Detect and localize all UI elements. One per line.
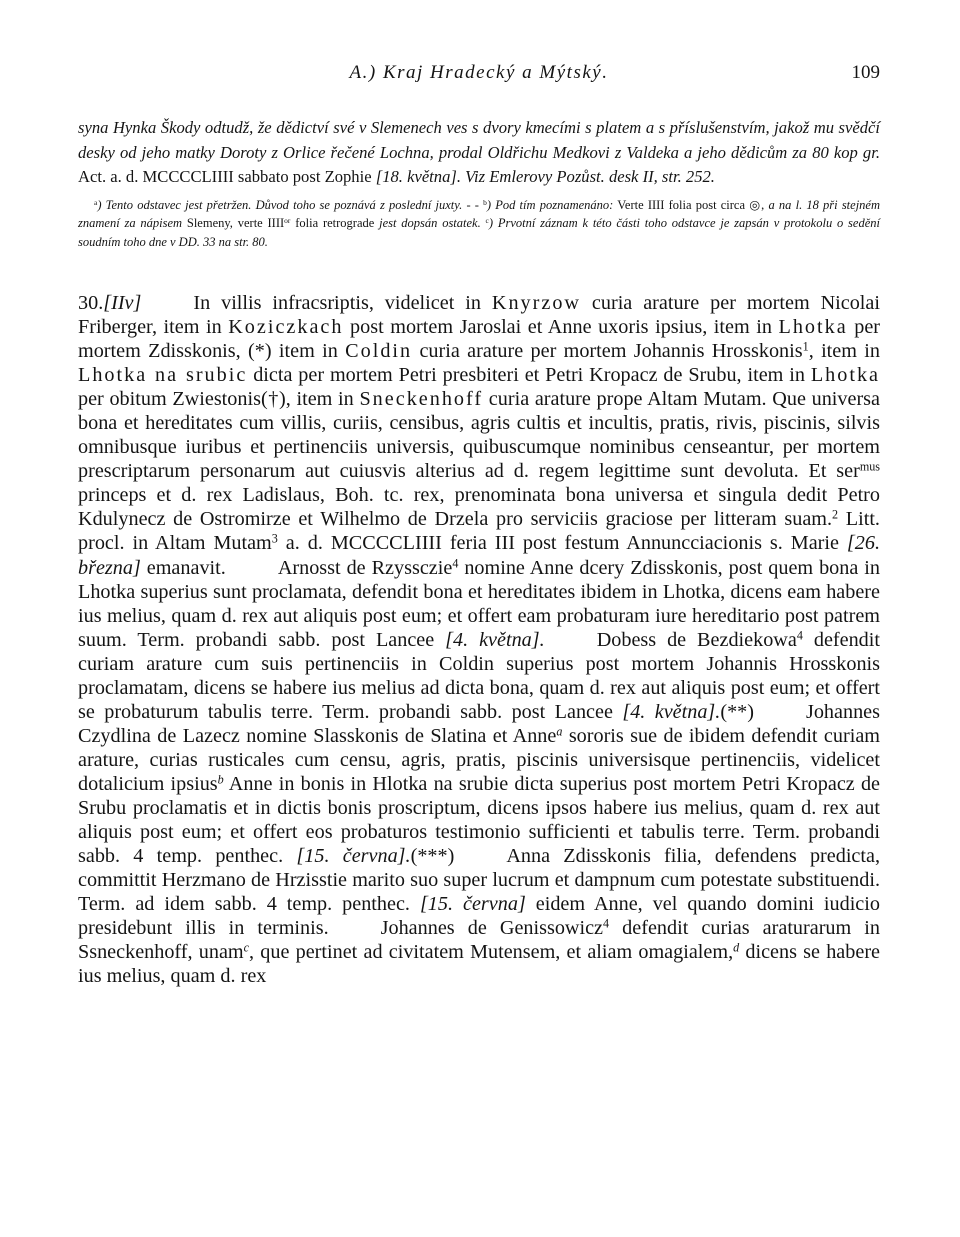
entry-text: In villis infracsriptis, videlicet in — [193, 292, 492, 314]
footnote-b-quote: Slemeny, verte IIII — [182, 216, 285, 230]
footnote-ref: a — [556, 724, 563, 739]
note-ref: 4 — [452, 555, 459, 570]
footnote-ref: d — [733, 940, 740, 955]
czech-summary: syna Hynka Škody odtudž, že dědictví své v Slemenech ves s dvory kmecími s platem a s příslušenstvím, jakož mu svědčí desky od jeho matky Doroty z Orlice řečené Lochna, prodal Oldřichu Medkovi z Valdeka a jeho dědicům za 80 kop gr. — [78, 118, 880, 162]
footnote-mark: a — [94, 197, 98, 207]
place-name: Lhotka — [810, 364, 880, 387]
note-ref: 4 — [796, 628, 803, 642]
note-ref: 2 — [832, 507, 839, 522]
entry-text: Arnosst de Rzyssczie — [277, 556, 453, 579]
entry-text: , item in — [808, 340, 880, 363]
entry-text: sororis sue de ibidem defendit curiam arature, curias rusticales cum censu, agris, pratis, piscinis universisque pertinenciis, videlicet dotalicium ipsius — [78, 724, 880, 795]
running-title: A.) Kraj Hradecký a Mýtský. — [349, 62, 609, 83]
folio-reference: [IIv] — [103, 292, 142, 314]
footnote-b-sup: or — [284, 215, 291, 225]
superscript: mus — [859, 459, 880, 474]
note-ref: 1 — [802, 339, 809, 354]
entry-text: defendit curias araturarum in Ssneckenhoff, unam — [78, 917, 881, 964]
entry-text: , que pertinet ad civitatem Mutensem, et aliam omagialem, — [249, 941, 734, 964]
footnote-b-end: jest dopsán ostatek. — [379, 216, 481, 230]
running-header — [78, 62, 880, 90]
note-ref: 3 — [271, 531, 278, 546]
previous-entry-continuation — [78, 116, 880, 190]
place-name: Knyrzow — [491, 292, 581, 314]
entry-text: nomine Anne dcery Zdisskonis, post quem bona in Lhotka superius sunt proclamata, defendit bona et hereditates ibidem in Lhotka, dicens eam habere ius melius, quam d. rex aut aliquis post eum; et offert eam probaturam iure hereditario post patrem suum. Term. probandi sabb. post Lancee — [78, 556, 880, 651]
entry-text: dicens se habere ius melius, quam d. rex — [78, 941, 880, 988]
footnote-c: ) Prvotní záznam k této části toho odstavce je zapsán v protokolu o sedění soudním toho dne v DD. 33 na str. 80. — [78, 216, 880, 249]
entry-text: Anna Zdisskonis filia, defendens predicta, committit Herzmano de Hrzisstie marito suo super lucrum et dampnum cum potestate substituendi. Term. ad idem sabb. 4 temp. penthec. — [78, 845, 881, 916]
place-name: Koziczkach — [228, 316, 344, 339]
reference-note: Viz Emlerovy Pozůst. desk II, str. 252. — [465, 167, 715, 186]
entry-text: Litt. procl. in Altam Mutam — [78, 508, 880, 555]
footnote-mark: b — [483, 197, 487, 207]
entry-text: defendit curiam arature cum suis pertinenciis in Coldin superius post mortem Johannis Hrosskonis proclamatam, dicens se habere ius melius ad dicta bona, quam d. rex aut aliquis post eum; et offert se probaturum tabulis terre. Term. probandi sabb. post Lancee — [78, 628, 880, 723]
place-name: Sneckenhoff — [359, 388, 484, 411]
footnote-mark: c — [485, 215, 489, 225]
entry-number: 30. — [78, 292, 104, 314]
entry-text: (***) — [410, 845, 455, 868]
entry-text: post mortem Jaroslai et Anne uxoris ipsius, item in — [343, 316, 779, 339]
entry-text: eidem Anne, vel quando domini iudicio presidebunt illis in terminis. — [78, 893, 880, 940]
date-gloss: [18. května]. — [375, 167, 461, 186]
footnote-ref: b — [217, 772, 224, 787]
entry-text: dicta per mortem Petri presbiteri et Petri Kropacz de Srubu, item in — [247, 364, 811, 387]
place-name: Coldin — [345, 340, 413, 363]
entry-text: per obitum Zwiestonis(†), item in — [78, 388, 360, 411]
footnote-b-text: a na l. 18 při stejném znamení za nápisem — [78, 197, 881, 230]
entry-text: curia arature prope Altam Mutam. Que universa bona et hereditates cum villis, curiis, censibus, agris cultis et incultis, pratis, rivis, piscinis, silvis omnibusque iuribus et pertinenciis universis, quibuscumque nominibus censeantur, per mortem prescriptarum personarum aut cuiusvis alterius ad d. regem legittime sunt devoluta. Et ser — [78, 388, 880, 483]
footnotes — [78, 196, 880, 252]
entry-text: (**) — [720, 700, 754, 723]
page-number: 109 — [851, 62, 880, 83]
footnote-b-quote: Verte IIII folia post circa ◎, — [613, 197, 769, 212]
act-date: Act. a. d. MCCCCLIIII sabbato post Zophie — [78, 167, 376, 186]
footnote-a: ) Tento odstavec jest přetržen. Důvod toho se poznává z poslední juxty. - — [97, 197, 471, 212]
entry-text: princeps et d. rex Ladislaus, Boh. tc. rex, prenominata bona universa et singula dedit Petro Kdulynecz de Ostromirze et Wilhelmo de Drzela pro serviciis graciose per litteram suam. — [78, 484, 880, 531]
entry-text: curia arature per mortem Johannis Hrosskonis — [412, 340, 803, 363]
footnote-b-intro: ) Pod tím poznamenáno: — [486, 197, 614, 212]
note-ref: 4 — [603, 916, 610, 931]
footnote-block: $^a$) Tento odstavec jest přetržen. Důvod toho se poznává z poslední juxty. - - $^b$) Pod tím poznamenáno: Verte IIII folia post circa ◎, a na l. 18 při stejném znamení za nápisem Slemeny, verte $IIII^{or}$ folia retrograde jest dopsán ostatek. $^c$) Prvotní záznam k této části toho odstavce je zapsán v protokolu o sedění soudním toho dne v DD. 33 na str. 80. — [78, 197, 881, 249]
entry-text: curia arature per mortem Nicolai Friberger, item in — [78, 292, 880, 339]
date-gloss: [4. května]. — [445, 628, 545, 651]
entry-text: a. d. MCCCCLIIII feria III post festum Annuncciacionis s. Marie — [277, 532, 847, 555]
entry-text: emanavit. — [140, 556, 226, 579]
entry-text: Anne in bonis in Hlotka na srubie dicta superius post mortem Petri Kropacz de Srubu proclamatis et in dictis bonis proscriptum, dicens ipsos habere ius melius, quam d. rex aut aliquis post eum; et offert eos probaturos testimonio sufficienti et tabulis terre. Term. probandi sabb. 4 temp. penthec. — [78, 772, 880, 868]
date-gloss: [15. června]. — [296, 845, 411, 868]
date-gloss: [15. června] — [419, 893, 526, 916]
entry-text: per mortem Zdisskonis, (*) item in — [78, 316, 880, 363]
date-gloss: [26. března] — [78, 532, 881, 579]
place-name: Lhotka — [778, 316, 848, 339]
entry-text: Johannes Czydlina de Lazecz nomine Slasskonis de Slatina et Anne — [78, 700, 880, 747]
entry-text: Dobess de Bezdiekowa — [596, 628, 797, 651]
footnote-b-quote: folia retrograde — [290, 216, 380, 230]
footnote-ref: c — [243, 940, 249, 955]
date-gloss: [4. května]. — [622, 700, 721, 723]
place-name: Lhotka na srubic — [78, 364, 248, 387]
entry-text: Johannes de Genissowicz — [380, 917, 604, 940]
entry-30 — [78, 291, 880, 988]
